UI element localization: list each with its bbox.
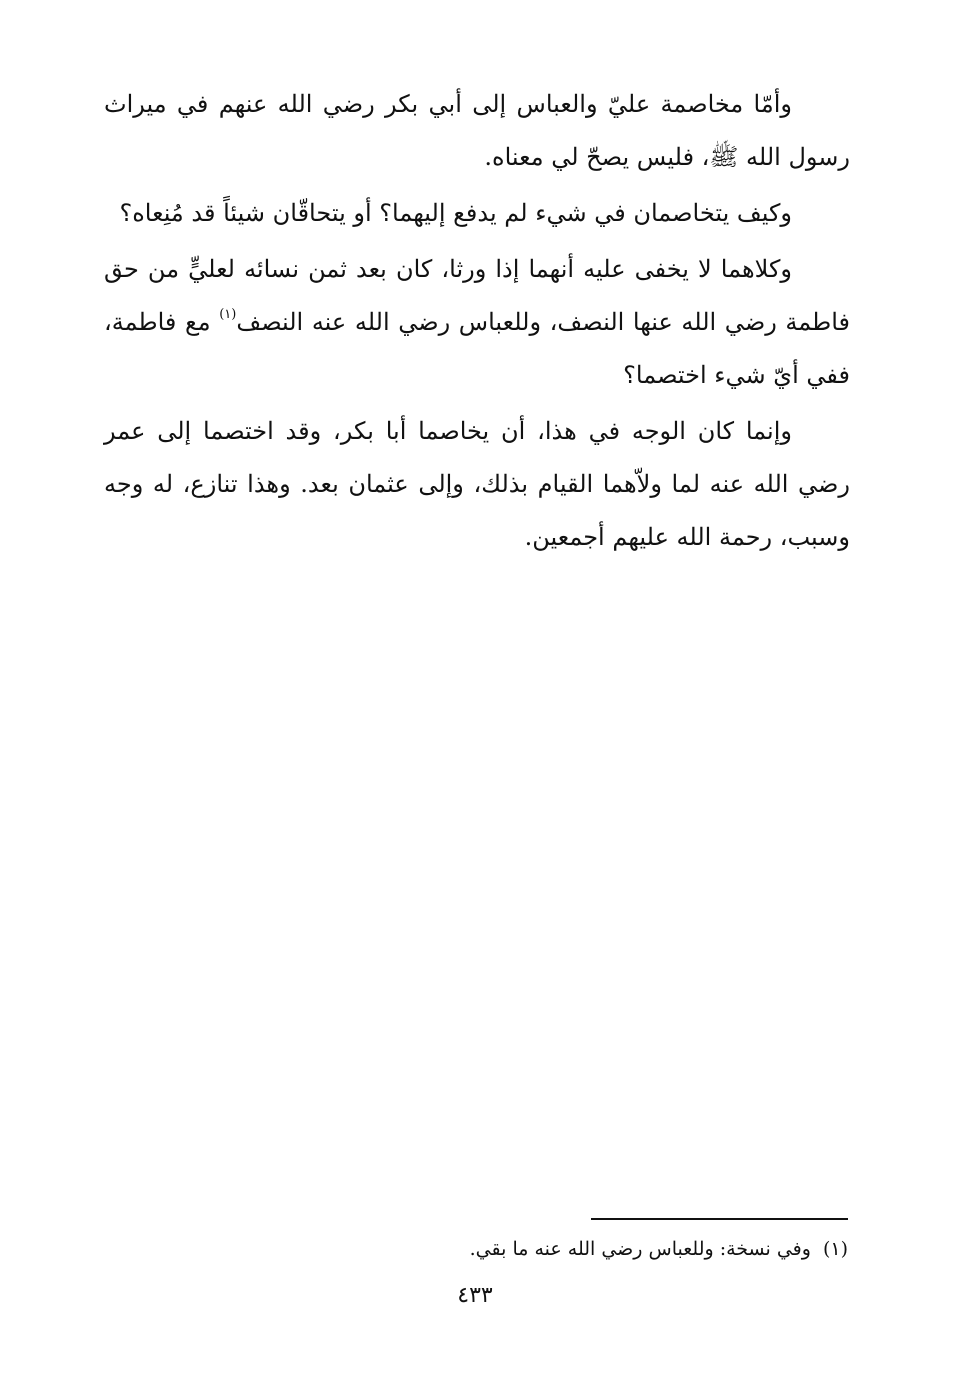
paragraph-3-text-after-note: مع فاطمة، ففي أيّ شيء اختصما؟ [104, 308, 850, 389]
paragraph-1: وأمّا مخاصمة عليّ والعباس إلى أبي بكر رضي الله عنهم في ميراث رسول الله ﷺ، فليس يصحّ لي معناه. [104, 90, 850, 171]
main-text [104, 78, 850, 567]
footnote-marker: (١) [219, 307, 237, 322]
footnote [380, 1233, 848, 1265]
footnote-text: وفي نسخة: وللعباس رضي الله عنه ما بقي. [469, 1238, 811, 1260]
footnote-divider [591, 1218, 848, 1220]
paragraph-3-text-before-note: وكلاهما لا يخفى عليه أنهما إذا ورثا، كان بعد ثمن نسائه لعليٍّ من حق فاطمة رضي الله عنها النصف، وللعباس رضي الله عنه النصف [104, 255, 851, 336]
paragraph-2: وكيف يتخاصمان في شيء لم يدفع إليهما؟ أو يتحاقّان شيئاً قد مُنِعاه؟ [119, 199, 792, 227]
paragraph-3 [104, 243, 850, 402]
paragraph-4: وإنما كان الوجه في هذا، أن يخاصما أبا بكر، وقد اختصما إلى عمر رضي الله عنه لما ولاّهما القيام بذلك، وإلى عثمان بعد. وهذا تنازع، له وجه وسبب، رحمة الله عليهم أجمعين. [104, 417, 850, 551]
footnote-number: (١) [822, 1238, 848, 1260]
page-number: ٤٣٣ [457, 1283, 493, 1308]
